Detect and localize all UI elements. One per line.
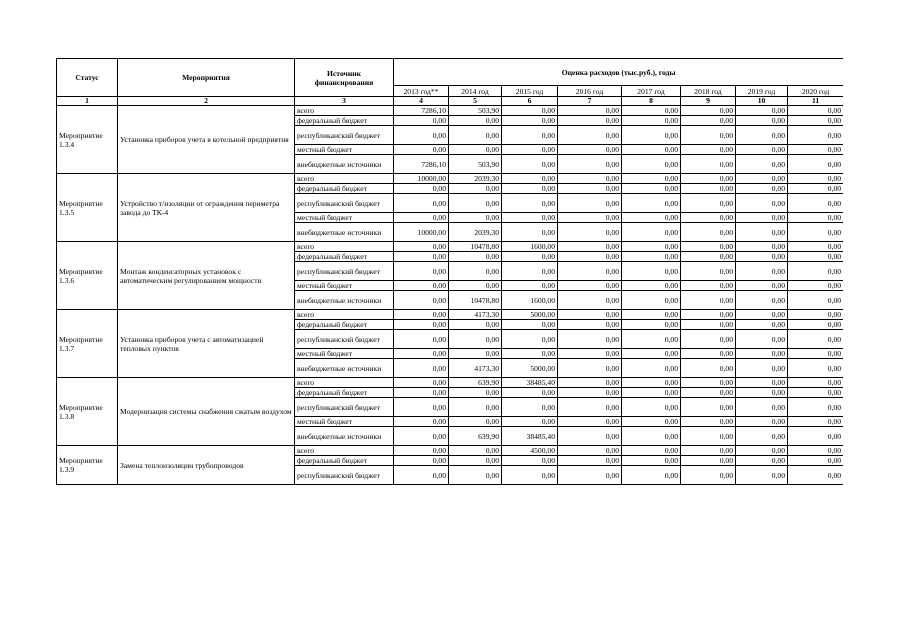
expense-value: 0,00 <box>558 320 622 330</box>
column-number: 5 <box>449 97 502 106</box>
column-number: 3 <box>295 97 394 106</box>
expense-value: 0,00 <box>558 184 622 194</box>
expense-value: 0,00 <box>394 194 449 213</box>
expense-value: 0,00 <box>449 116 502 126</box>
expense-value: 0,00 <box>622 310 681 320</box>
expense-value: 0,00 <box>449 456 502 466</box>
expense-value: 0,00 <box>788 184 844 194</box>
expense-value: 0,00 <box>681 320 736 330</box>
header-measures: Мероприятия <box>118 59 295 97</box>
funding-source: республиканский бюджет <box>295 126 394 145</box>
expense-value: 0,00 <box>449 281 502 291</box>
funding-source: республиканский бюджет <box>295 262 394 281</box>
measure-name: Монтаж конденсаторных установок с автоматическим регулированием мощности <box>118 242 295 310</box>
expense-value: 0,00 <box>394 427 449 446</box>
measure-name: Модернизация системы снабжения сжатым воздухом <box>118 378 295 446</box>
expense-value: 10478,80 <box>449 242 502 252</box>
expense-value: 0,00 <box>502 320 558 330</box>
expense-value: 0,00 <box>681 398 736 417</box>
expense-value: 0,00 <box>788 106 844 116</box>
funding-source: местный бюджет <box>295 145 394 155</box>
expense-value: 0,00 <box>622 320 681 330</box>
measure-status: Мероприятие 1.3.9 <box>57 446 118 485</box>
header-year: 2015 год <box>502 86 558 97</box>
funding-source: федеральный бюджет <box>295 388 394 398</box>
expense-value: 0,00 <box>788 466 844 485</box>
expense-value: 0,00 <box>394 291 449 310</box>
expense-value: 0,00 <box>622 466 681 485</box>
expense-value: 0,00 <box>449 398 502 417</box>
column-number: 11 <box>788 97 844 106</box>
expense-value: 0,00 <box>736 349 788 359</box>
header-estimate: Оценка расходов (тыс.руб.), годы <box>394 59 844 86</box>
expense-value: 4173,30 <box>449 310 502 320</box>
funding-source: республиканский бюджет <box>295 466 394 485</box>
document-sheet <box>56 58 843 573</box>
header-year: 2016 год <box>558 86 622 97</box>
expense-value: 0,00 <box>681 174 736 184</box>
expense-value: 0,00 <box>394 145 449 155</box>
expense-value: 0,00 <box>558 388 622 398</box>
expense-value: 0,00 <box>736 359 788 378</box>
expense-value: 0,00 <box>736 378 788 388</box>
header-year: 2014 год <box>449 86 502 97</box>
expense-value: 7286,10 <box>394 155 449 174</box>
expense-value: 10000,00 <box>394 223 449 242</box>
expense-value: 0,00 <box>502 213 558 223</box>
expense-value: 0,00 <box>681 213 736 223</box>
expense-value: 0,00 <box>394 310 449 320</box>
expense-value: 0,00 <box>681 291 736 310</box>
expense-value: 0,00 <box>394 252 449 262</box>
expense-value: 0,00 <box>502 417 558 427</box>
expense-value: 0,00 <box>622 262 681 281</box>
expense-value: 0,00 <box>558 252 622 262</box>
expense-value: 0,00 <box>558 194 622 213</box>
measure-status: Мероприятие 1.3.5 <box>57 174 118 242</box>
funding-source: внебюджетные источники <box>295 427 394 446</box>
expense-value: 0,00 <box>449 213 502 223</box>
expense-value: 0,00 <box>788 388 844 398</box>
expense-value: 0,00 <box>394 349 449 359</box>
expense-value: 5000,00 <box>502 359 558 378</box>
expense-value: 0,00 <box>736 291 788 310</box>
expense-value: 0,00 <box>788 116 844 126</box>
expense-value: 0,00 <box>681 155 736 174</box>
funding-source: федеральный бюджет <box>295 320 394 330</box>
expense-value: 0,00 <box>558 281 622 291</box>
funding-source: федеральный бюджет <box>295 116 394 126</box>
expense-value: 0,00 <box>622 427 681 446</box>
expense-value: 0,00 <box>681 106 736 116</box>
expense-value: 639,90 <box>449 378 502 388</box>
expense-value: 0,00 <box>394 417 449 427</box>
expense-value: 0,00 <box>394 388 449 398</box>
expense-value: 0,00 <box>681 310 736 320</box>
expense-value: 0,00 <box>622 456 681 466</box>
expense-value: 0,00 <box>681 427 736 446</box>
expense-value: 0,00 <box>736 242 788 252</box>
expense-value: 0,00 <box>502 106 558 116</box>
expense-value: 639,90 <box>449 427 502 446</box>
expense-value: 0,00 <box>558 106 622 116</box>
expense-value: 0,00 <box>788 126 844 145</box>
expense-value: 0,00 <box>622 359 681 378</box>
table-row <box>57 174 844 184</box>
expense-value: 0,00 <box>788 310 844 320</box>
table-row <box>57 242 844 252</box>
expense-value: 0,00 <box>622 213 681 223</box>
funding-source: всего <box>295 378 394 388</box>
header-year: 2017 год <box>622 86 681 97</box>
expense-value: 0,00 <box>394 184 449 194</box>
expense-value: 0,00 <box>622 378 681 388</box>
expense-value: 0,00 <box>502 223 558 242</box>
measure-status: Мероприятие 1.3.4 <box>57 106 118 174</box>
expense-value: 0,00 <box>736 106 788 116</box>
expense-value: 0,00 <box>681 194 736 213</box>
funding-source: местный бюджет <box>295 281 394 291</box>
expense-value: 0,00 <box>449 194 502 213</box>
expense-value: 0,00 <box>622 174 681 184</box>
expense-value: 503,90 <box>449 155 502 174</box>
expense-value: 0,00 <box>558 174 622 184</box>
expense-value: 38485,40 <box>502 427 558 446</box>
expense-value: 0,00 <box>558 213 622 223</box>
expense-value: 0,00 <box>681 242 736 252</box>
expense-value: 0,00 <box>622 291 681 310</box>
header-year: 2018 год <box>681 86 736 97</box>
column-number: 7 <box>558 97 622 106</box>
funding-source: всего <box>295 174 394 184</box>
measure-name: Замена теплоизоляции трубопроводов <box>118 446 295 485</box>
expense-value: 2039,30 <box>449 174 502 184</box>
expense-value: 0,00 <box>502 126 558 145</box>
funding-source: республиканский бюджет <box>295 398 394 417</box>
expense-value: 0,00 <box>558 291 622 310</box>
expense-value: 0,00 <box>736 330 788 349</box>
measure-status: Мероприятие 1.3.6 <box>57 242 118 310</box>
funding-source: всего <box>295 310 394 320</box>
expense-value: 0,00 <box>736 194 788 213</box>
expense-value: 0,00 <box>622 145 681 155</box>
expense-value: 0,00 <box>681 349 736 359</box>
expense-value: 0,00 <box>736 184 788 194</box>
funding-source: всего <box>295 446 394 456</box>
expense-value: 0,00 <box>622 330 681 349</box>
expense-value: 0,00 <box>502 262 558 281</box>
expense-value: 0,00 <box>558 310 622 320</box>
expense-value: 0,00 <box>736 155 788 174</box>
funding-source: всего <box>295 242 394 252</box>
expense-value: 0,00 <box>788 252 844 262</box>
expense-value: 0,00 <box>558 223 622 242</box>
expense-value: 0,00 <box>394 330 449 349</box>
expense-value: 0,00 <box>449 184 502 194</box>
expense-value: 0,00 <box>502 174 558 184</box>
expense-value: 0,00 <box>449 330 502 349</box>
funding-source: местный бюджет <box>295 213 394 223</box>
expense-value: 0,00 <box>394 262 449 281</box>
expense-value: 0,00 <box>449 446 502 456</box>
column-number: 2 <box>118 97 295 106</box>
expense-value: 0,00 <box>502 281 558 291</box>
expense-value: 0,00 <box>681 252 736 262</box>
expense-value: 0,00 <box>502 398 558 417</box>
expense-value: 0,00 <box>502 155 558 174</box>
expense-value: 0,00 <box>394 281 449 291</box>
expense-value: 0,00 <box>681 145 736 155</box>
expense-value: 0,00 <box>394 398 449 417</box>
expense-value: 0,00 <box>502 456 558 466</box>
expense-value: 0,00 <box>788 427 844 446</box>
expense-value: 0,00 <box>736 213 788 223</box>
expense-value: 0,00 <box>788 194 844 213</box>
header-year: 2020 год <box>788 86 844 97</box>
expense-value: 0,00 <box>736 427 788 446</box>
expense-value: 0,00 <box>681 184 736 194</box>
expense-value: 0,00 <box>788 456 844 466</box>
expense-value: 0,00 <box>788 223 844 242</box>
expense-value: 0,00 <box>681 446 736 456</box>
expense-value: 0,00 <box>681 456 736 466</box>
expense-value: 0,00 <box>558 466 622 485</box>
expense-value: 0,00 <box>502 194 558 213</box>
column-number: 10 <box>736 97 788 106</box>
measure-name: Установка приборов учета с автоматизацией тепловых пунктов <box>118 310 295 378</box>
expense-value: 0,00 <box>622 417 681 427</box>
expense-value: 0,00 <box>736 398 788 417</box>
expense-value: 0,00 <box>558 126 622 145</box>
funding-source: федеральный бюджет <box>295 456 394 466</box>
expense-value: 4500,00 <box>502 446 558 456</box>
expense-value: 0,00 <box>736 116 788 126</box>
expense-value: 0,00 <box>736 388 788 398</box>
expense-value: 0,00 <box>558 155 622 174</box>
expense-value: 10478,80 <box>449 291 502 310</box>
table-row <box>57 378 844 388</box>
expense-value: 0,00 <box>502 145 558 155</box>
expense-value: 0,00 <box>449 388 502 398</box>
expense-value: 0,00 <box>622 349 681 359</box>
funding-source: республиканский бюджет <box>295 330 394 349</box>
expense-value: 0,00 <box>622 194 681 213</box>
expense-value: 0,00 <box>736 320 788 330</box>
expense-value: 0,00 <box>788 281 844 291</box>
expense-value: 0,00 <box>622 126 681 145</box>
expense-value: 0,00 <box>788 291 844 310</box>
expense-value: 5000,00 <box>502 310 558 320</box>
expense-value: 503,90 <box>449 106 502 116</box>
funding-source: федеральный бюджет <box>295 252 394 262</box>
expense-value: 0,00 <box>394 116 449 126</box>
header-status: Статус <box>57 59 118 97</box>
expense-value: 0,00 <box>736 126 788 145</box>
expense-value: 0,00 <box>394 456 449 466</box>
expense-value: 0,00 <box>788 155 844 174</box>
expense-value: 0,00 <box>622 388 681 398</box>
table-row <box>57 106 844 116</box>
table-row <box>57 310 844 320</box>
expense-value: 0,00 <box>622 398 681 417</box>
expense-value: 0,00 <box>736 262 788 281</box>
expense-value: 0,00 <box>622 446 681 456</box>
expense-value: 0,00 <box>394 213 449 223</box>
expense-value: 0,00 <box>502 116 558 126</box>
expense-value: 0,00 <box>394 126 449 145</box>
expense-value: 0,00 <box>394 446 449 456</box>
funding-source: местный бюджет <box>295 349 394 359</box>
expense-value: 0,00 <box>788 330 844 349</box>
expense-value: 0,00 <box>449 262 502 281</box>
expense-value: 0,00 <box>558 456 622 466</box>
expense-value: 0,00 <box>681 378 736 388</box>
expense-value: 2039,30 <box>449 223 502 242</box>
measure-status: Мероприятие 1.3.8 <box>57 378 118 446</box>
expense-value: 10000,00 <box>394 174 449 184</box>
expense-value: 0,00 <box>449 320 502 330</box>
expense-value: 4173,30 <box>449 359 502 378</box>
funding-source: всего <box>295 106 394 116</box>
expense-value: 0,00 <box>449 466 502 485</box>
expense-value: 0,00 <box>394 242 449 252</box>
expense-value: 1600,00 <box>502 291 558 310</box>
expense-value: 0,00 <box>558 427 622 446</box>
expense-value: 0,00 <box>788 262 844 281</box>
expense-value: 0,00 <box>681 388 736 398</box>
expense-value: 0,00 <box>622 223 681 242</box>
column-number: 9 <box>681 97 736 106</box>
expense-value: 0,00 <box>788 213 844 223</box>
column-number: 1 <box>57 97 118 106</box>
expense-table <box>56 58 843 485</box>
expense-value: 0,00 <box>558 378 622 388</box>
expense-value: 0,00 <box>558 398 622 417</box>
funding-source: федеральный бюджет <box>295 184 394 194</box>
funding-source: внебюджетные источники <box>295 359 394 378</box>
expense-value: 0,00 <box>502 349 558 359</box>
expense-value: 0,00 <box>449 349 502 359</box>
expense-value: 0,00 <box>558 349 622 359</box>
expense-value: 0,00 <box>681 262 736 281</box>
expense-value: 0,00 <box>788 398 844 417</box>
expense-value: 0,00 <box>502 184 558 194</box>
expense-value: 0,00 <box>788 174 844 184</box>
expense-value: 0,00 <box>736 310 788 320</box>
expense-value: 0,00 <box>736 446 788 456</box>
expense-value: 0,00 <box>394 466 449 485</box>
expense-value: 0,00 <box>622 281 681 291</box>
expense-value: 0,00 <box>622 106 681 116</box>
expense-value: 0,00 <box>558 145 622 155</box>
expense-value: 0,00 <box>558 242 622 252</box>
expense-value: 0,00 <box>788 417 844 427</box>
expense-value: 0,00 <box>681 281 736 291</box>
expense-value: 0,00 <box>502 466 558 485</box>
expense-value: 0,00 <box>502 330 558 349</box>
funding-source: внебюджетные источники <box>295 155 394 174</box>
expense-value: 0,00 <box>736 466 788 485</box>
expense-value: 0,00 <box>558 359 622 378</box>
funding-source: республиканский бюджет <box>295 194 394 213</box>
funding-source: внебюджетные источники <box>295 223 394 242</box>
expense-value: 0,00 <box>558 446 622 456</box>
expense-value: 0,00 <box>394 378 449 388</box>
expense-value: 0,00 <box>449 126 502 145</box>
expense-value: 0,00 <box>681 417 736 427</box>
expense-value: 7286,10 <box>394 106 449 116</box>
expense-value: 0,00 <box>681 359 736 378</box>
header-year: 2013 год** <box>394 86 449 97</box>
table-row <box>57 446 844 456</box>
expense-value: 0,00 <box>502 388 558 398</box>
expense-value: 0,00 <box>449 145 502 155</box>
column-number: 4 <box>394 97 449 106</box>
measure-name: Устройство т/изоляции от ограждения периметра завода до ТК-4 <box>118 174 295 242</box>
expense-value: 0,00 <box>622 252 681 262</box>
expense-value: 0,00 <box>622 242 681 252</box>
expense-value: 0,00 <box>449 417 502 427</box>
expense-value: 0,00 <box>788 446 844 456</box>
expense-value: 0,00 <box>394 359 449 378</box>
expense-value: 0,00 <box>622 184 681 194</box>
expense-value: 0,00 <box>736 174 788 184</box>
expense-value: 0,00 <box>736 252 788 262</box>
expense-value: 0,00 <box>622 155 681 174</box>
expense-value: 0,00 <box>736 417 788 427</box>
column-number: 6 <box>502 97 558 106</box>
expense-value: 0,00 <box>681 223 736 242</box>
expense-value: 0,00 <box>788 320 844 330</box>
expense-value: 0,00 <box>502 252 558 262</box>
expense-value: 0,00 <box>558 330 622 349</box>
header-source: Источник финансирования <box>295 59 394 97</box>
expense-value: 0,00 <box>558 262 622 281</box>
expense-value: 0,00 <box>788 145 844 155</box>
expense-value: 0,00 <box>449 252 502 262</box>
expense-value: 0,00 <box>394 320 449 330</box>
expense-value: 0,00 <box>681 116 736 126</box>
expense-value: 0,00 <box>622 116 681 126</box>
measure-status: Мероприятие 1.3.7 <box>57 310 118 378</box>
expense-value: 0,00 <box>736 456 788 466</box>
expense-value: 0,00 <box>788 359 844 378</box>
expense-value: 0,00 <box>788 378 844 388</box>
measure-name: Установка приборов учета в котельной предприятия <box>118 106 295 174</box>
expense-value: 0,00 <box>788 349 844 359</box>
expense-value: 0,00 <box>681 126 736 145</box>
funding-source: местный бюджет <box>295 417 394 427</box>
expense-value: 0,00 <box>788 242 844 252</box>
expense-value: 0,00 <box>681 466 736 485</box>
expense-value: 0,00 <box>558 417 622 427</box>
expense-value: 0,00 <box>736 223 788 242</box>
expense-value: 1600,00 <box>502 242 558 252</box>
expense-value: 0,00 <box>736 281 788 291</box>
column-number: 8 <box>622 97 681 106</box>
header-year: 2019 год <box>736 86 788 97</box>
expense-value: 0,00 <box>736 145 788 155</box>
expense-value: 0,00 <box>558 116 622 126</box>
funding-source: внебюджетные источники <box>295 291 394 310</box>
expense-value: 38485,40 <box>502 378 558 388</box>
expense-value: 0,00 <box>681 330 736 349</box>
